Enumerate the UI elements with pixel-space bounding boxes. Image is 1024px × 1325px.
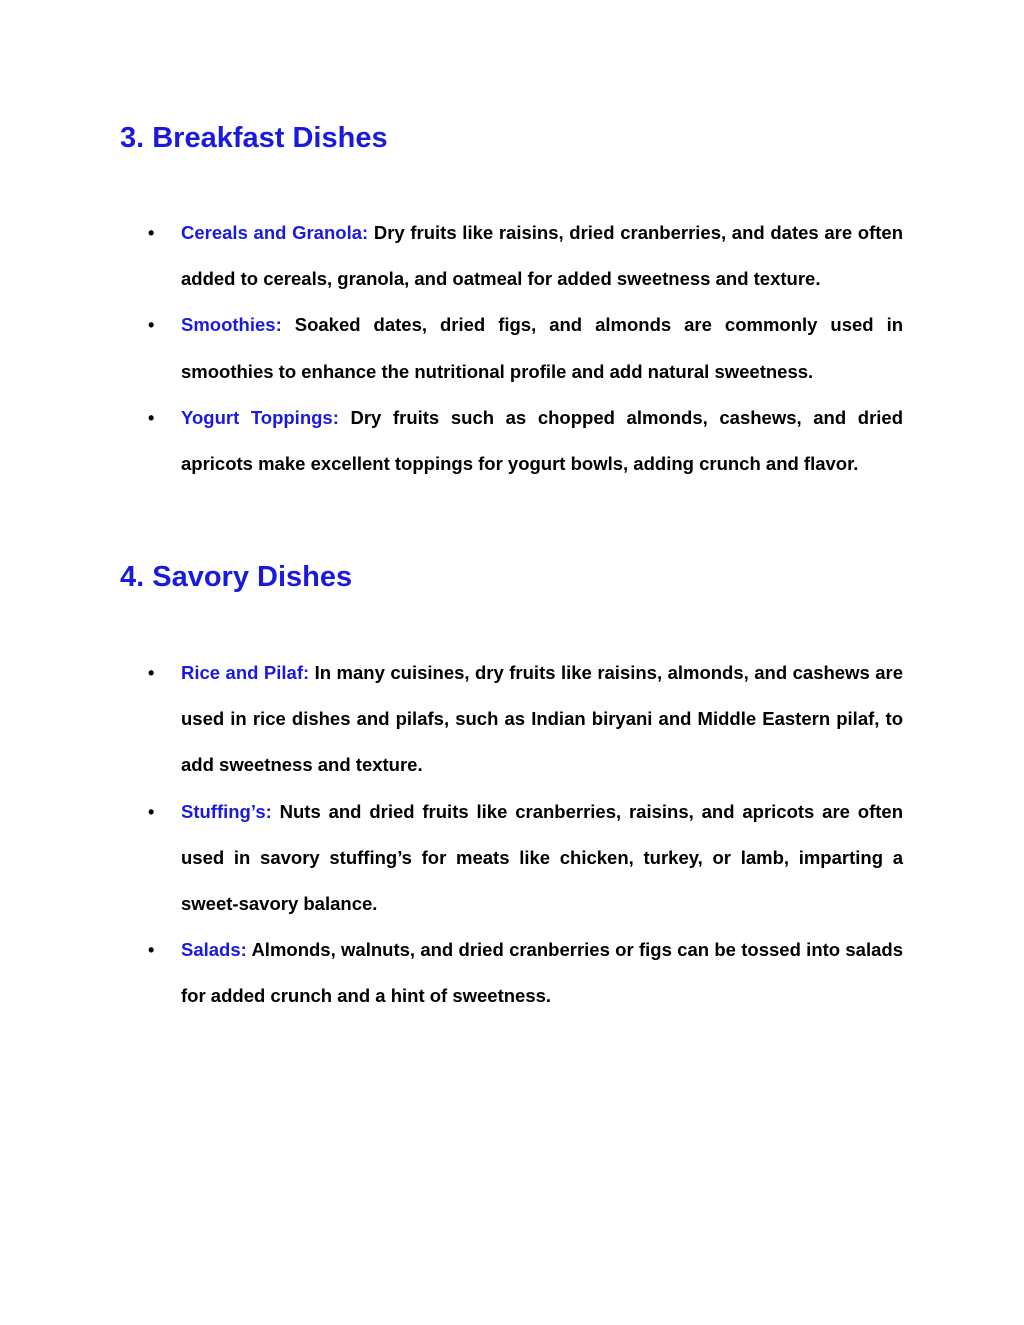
list-item-yogurt-toppings [0, 395, 1024, 487]
list-item-rice-and-pilaf [0, 650, 1024, 789]
list-item-cereals-and-granola [0, 210, 1024, 302]
list-item-salads [0, 927, 1024, 1019]
savory-dishes-list [0, 650, 1024, 1020]
item-description: Soaked dates, dried figs, and almonds are commonly used in smoothies to enhance the nutritional profile and add natural sweetness. [181, 314, 904, 382]
item-description: Dry fruits like raisins, dried cranberries, and dates are often added to cereals, granola, and oatmeal for added sweetness and texture. [181, 222, 904, 290]
item-description: Almonds, walnuts, and dried cranberries or figs can be tossed into salads for added crunch and a hint of sweetness. [181, 939, 903, 1007]
section-title-breakfast-dishes: 3. Breakfast Dishes [120, 122, 388, 154]
list-item-stuffings [0, 789, 1024, 928]
item-description: Nuts and dried fruits like cranberries, raisins, and apricots are often used in savory stuffing’s for meats like chicken, turkey, or lamb, imparting a sweet-savory balance. [181, 800, 904, 915]
item-term: Smoothies: [181, 314, 282, 336]
bullet-icon: • [148, 663, 155, 683]
list-item-smoothies [0, 302, 1024, 394]
item-term: Stuffing’s: [181, 800, 272, 822]
bullet-icon: • [148, 801, 155, 822]
breakfast-dishes-list [0, 210, 1024, 487]
item-description: Dry fruits such as chopped almonds, cashews, and dried apricots make excellent toppings for yogurt bowls, adding crunch and flavor. [181, 406, 904, 475]
item-term: Salads: [181, 939, 247, 961]
item-term: Yogurt Toppings: [181, 406, 339, 428]
item-term: Cereals and Granola: [181, 222, 369, 243]
bullet-icon: • [148, 223, 155, 243]
item-term: Rice and Pilaf: [181, 662, 310, 683]
bullet-icon: • [148, 940, 155, 961]
bullet-icon: • [148, 407, 155, 428]
item-description: In many cuisines, dry fruits like raisins, almonds, and cashews are used in rice dishes and pilafs, such as Indian biryani and Middle Eastern pilaf, to add sweetness and texture. [181, 662, 904, 776]
section-title-savory-dishes: 4. Savory Dishes [120, 561, 353, 593]
bullet-icon: • [148, 315, 155, 336]
